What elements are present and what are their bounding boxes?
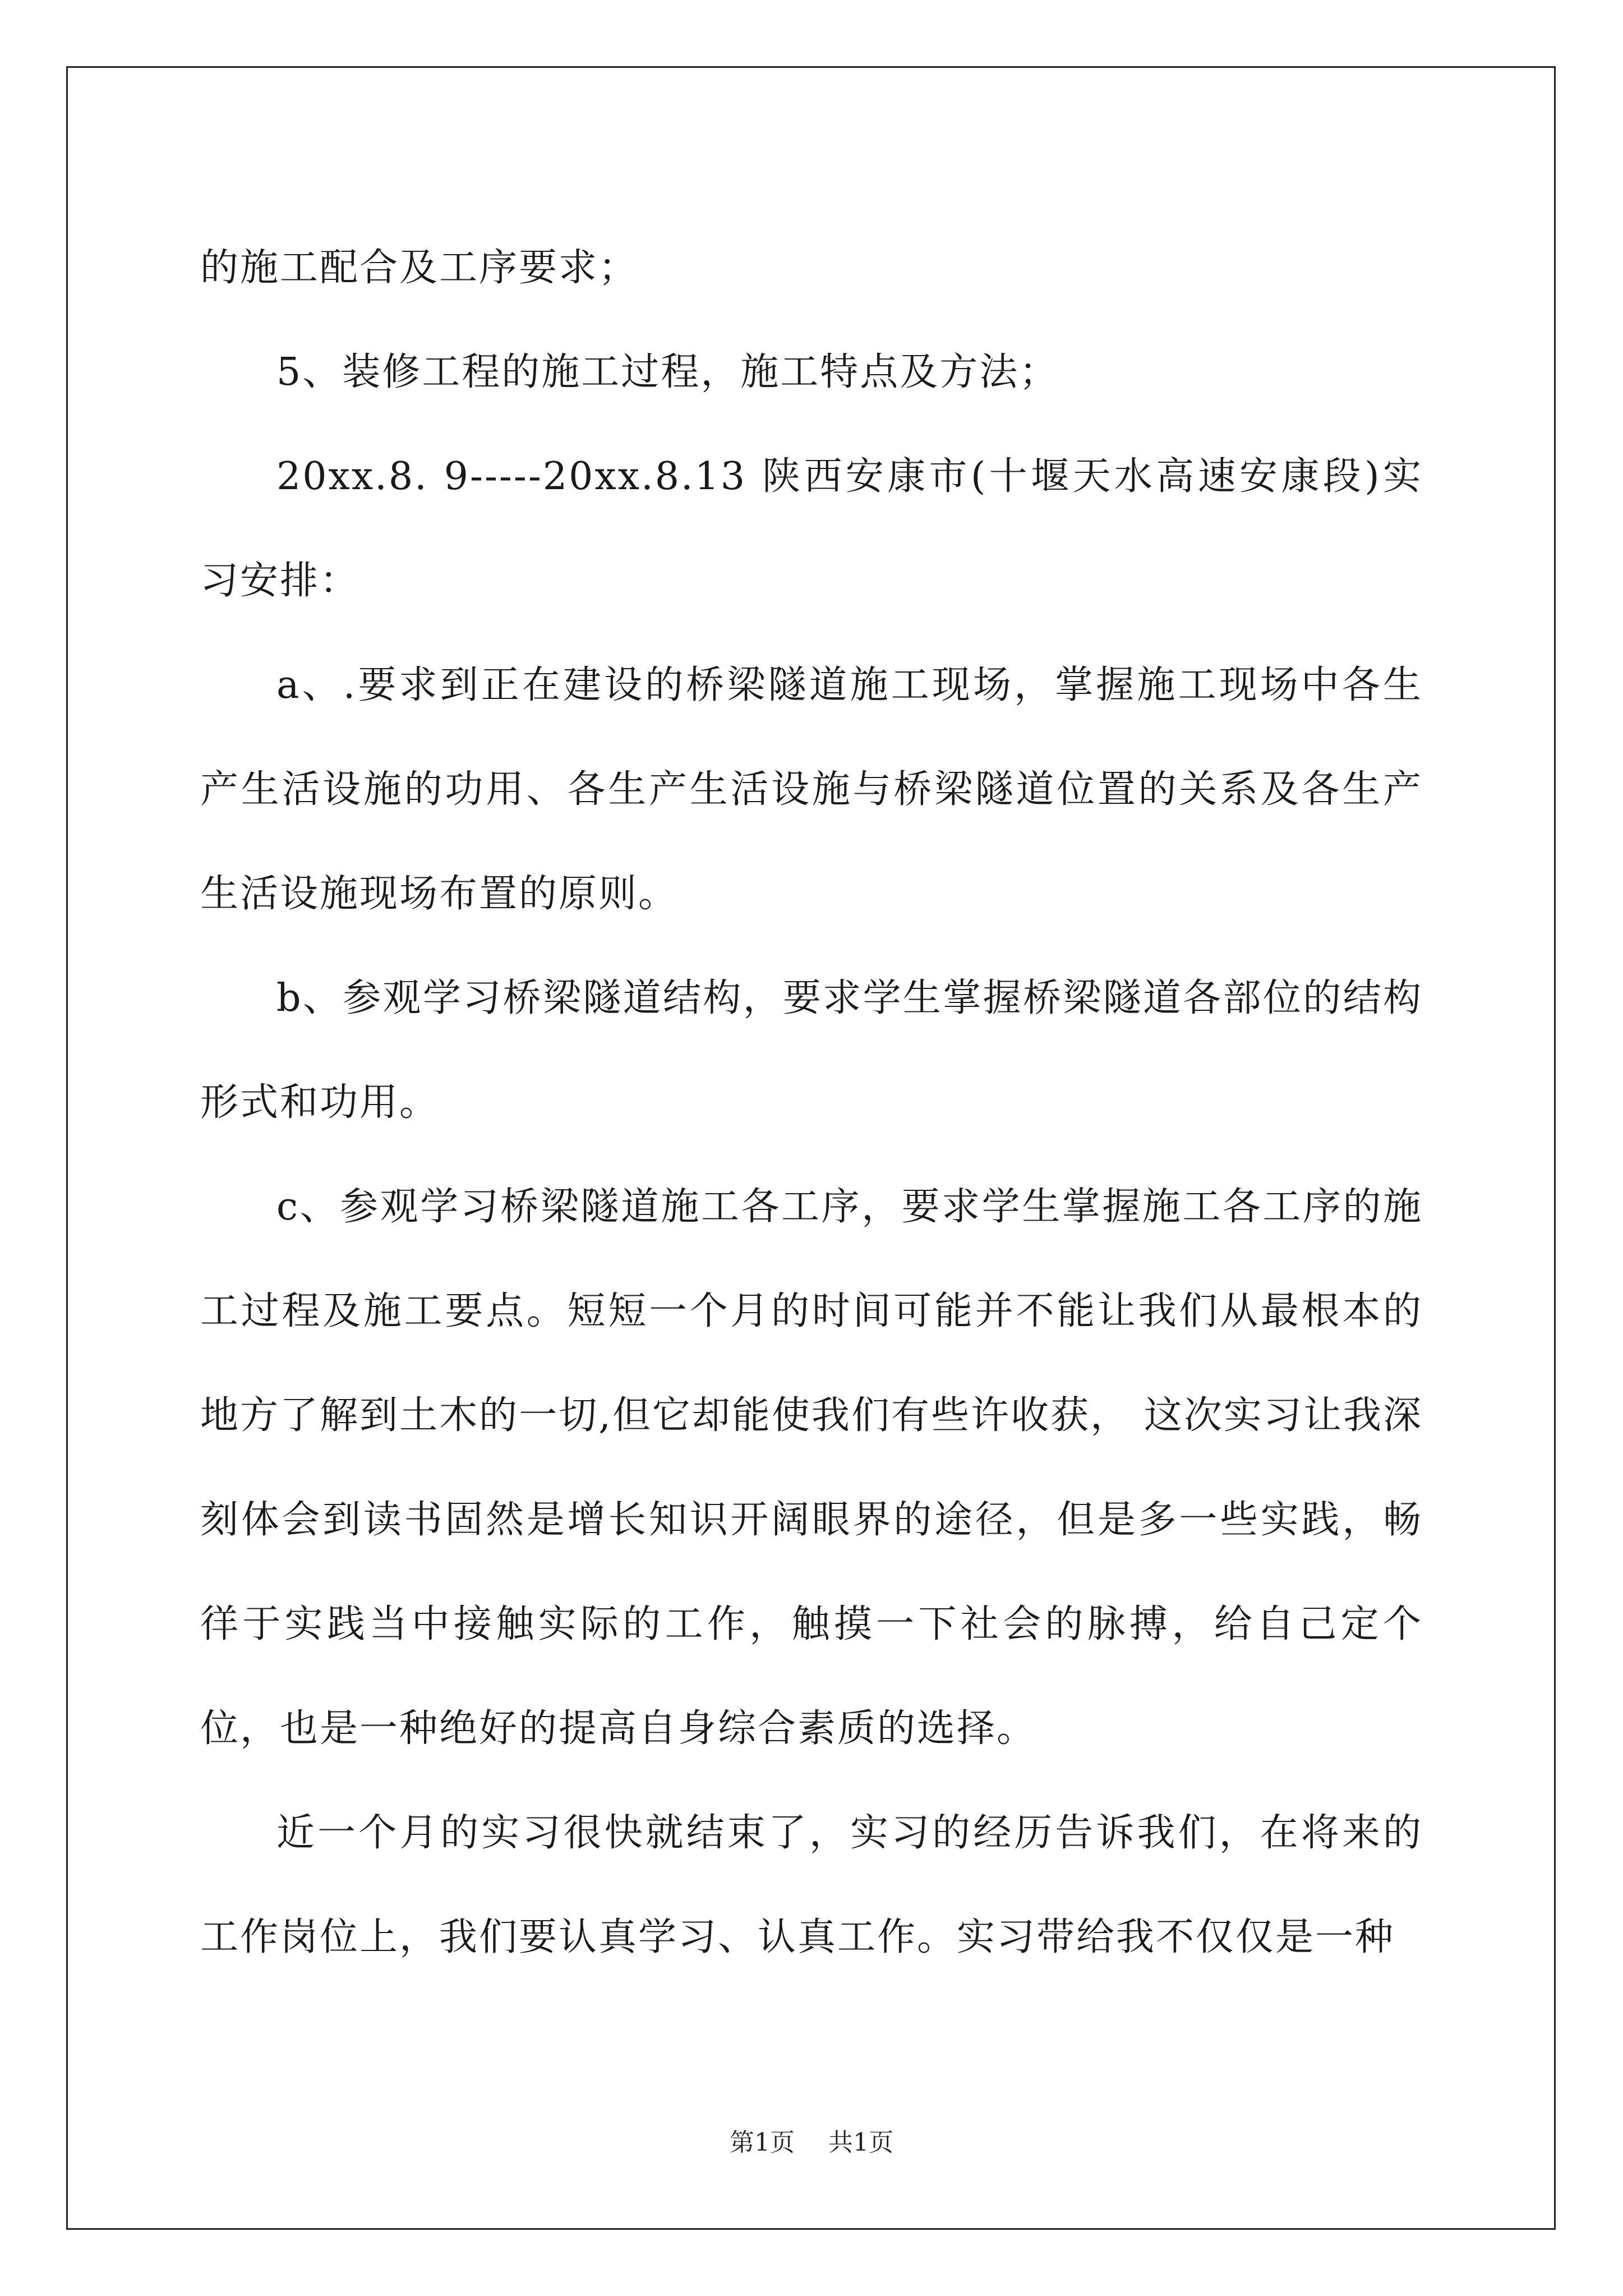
paragraph-2: 5、装修工程的施工过程，施工特点及方法； — [276, 350, 1059, 394]
page-footer — [0, 2126, 1623, 2160]
document-body — [200, 216, 1423, 1990]
paragraph-5: b、参观学习桥梁隧道结构，要求学生掌握桥梁隧道各部位的结构形式和功用。 — [200, 976, 1423, 1125]
paragraph-7: 近一个月的实习很快就结束了，实习的经历告诉我们，在将来的工作岗位上，我们要认真学习、认真工作。实习带给我不仅仅是一种 — [200, 1811, 1423, 1959]
paragraph-3: 20xx.8. 9-----20xx.8.13 陕西安康市(十堰天水高速安康段)实习安排： — [200, 454, 1423, 603]
page-number: 第1页 — [730, 2128, 795, 2157]
paragraph-6: c、参观学习桥梁隧道施工各工序，要求学生掌握施工各工序的施工过程及施工要点。短短一个月的时间可能并不能让我们从最根本的地方了解到土木的一切,但它却能使我们有些许收获， 这次实习让我深刻体会到读书固然是增长知识开阔眼界的途径，但是多一些实践，畅徉于实践当中接触实际的工作，触摸一下社会的脉搏，给自己定个位，也是一种绝好的提高自身综合素质的选择。 — [200, 1185, 1423, 1751]
paragraph-4: a、.要求到正在建设的桥梁隧道施工现场，掌握施工现场中各生产生活设施的功用、各生产生活设施与桥梁隧道位置的关系及各生产生活设施现场布置的原则。 — [200, 663, 1423, 916]
paragraph-1: 的施工配合及工序要求； — [200, 246, 639, 290]
page-total: 共1页 — [828, 2128, 893, 2157]
